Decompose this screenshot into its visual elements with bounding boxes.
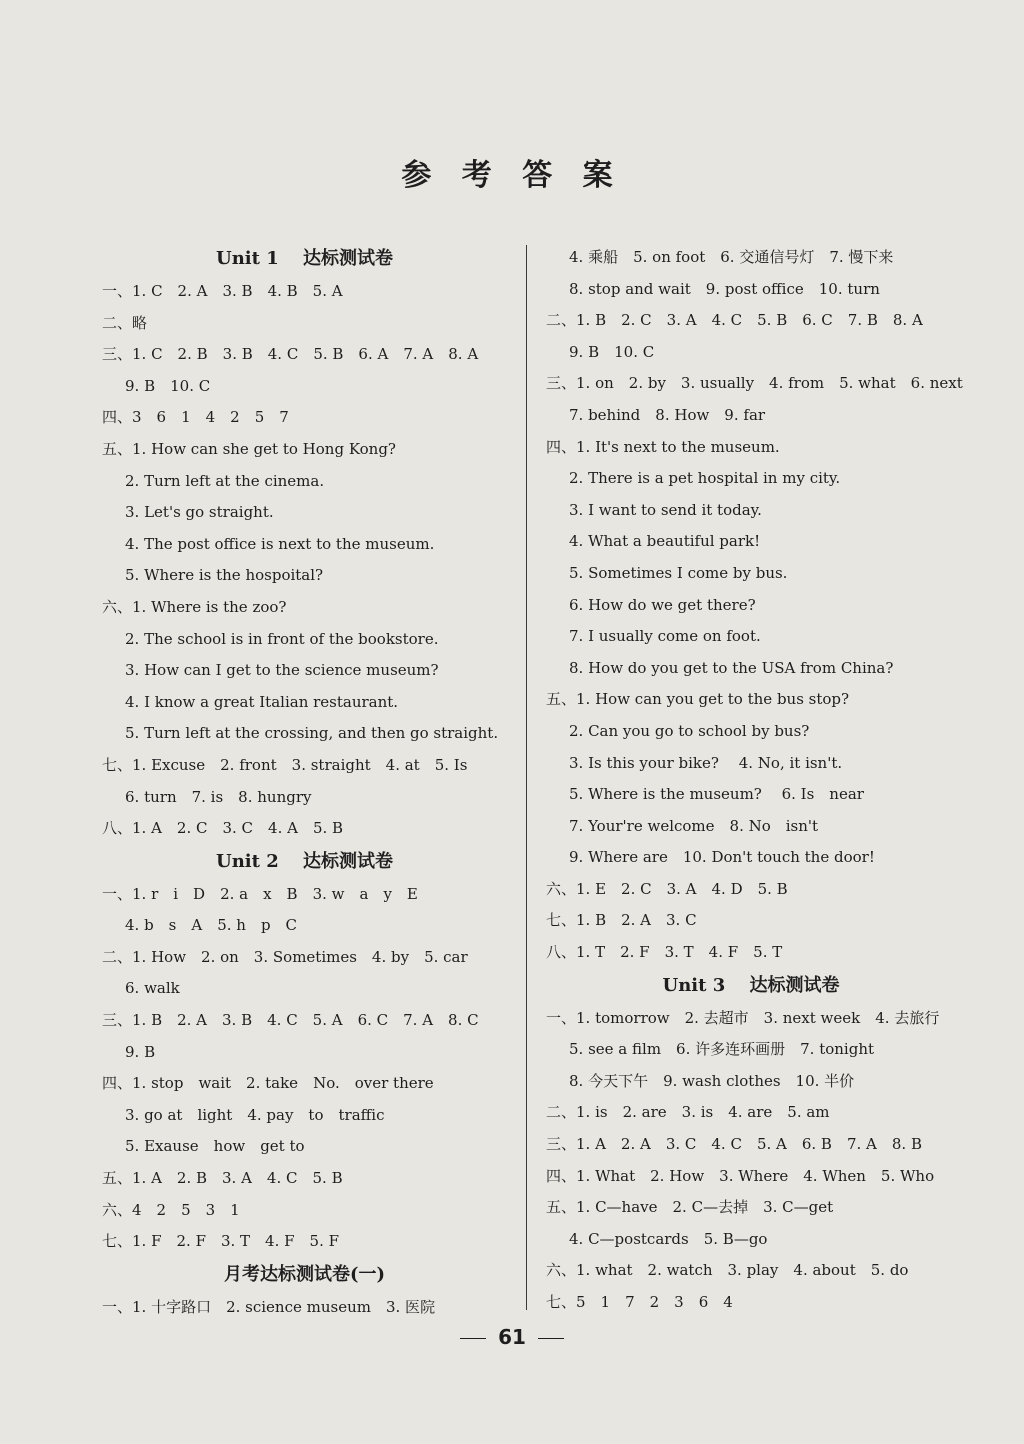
answer-line: 5. Turn left at the crossing, and then go straight.	[125, 724, 499, 743]
answer-line: 7. behind 8. How 9. far	[569, 405, 766, 424]
answer-column-right	[546, 242, 963, 1319]
answer-line: 3. Let's go straight.	[125, 503, 274, 522]
answer-line: 4. 乘船 5. on foot 6. 交通信号灯 7. 慢下来	[569, 248, 894, 266]
answer-line: 2. Turn left at the cinema.	[125, 471, 325, 490]
page-number: 61	[0, 1325, 1024, 1349]
answer-line: 3. How can I get to the science museum?	[125, 661, 439, 680]
answer-line: 3. Is this your bike? 4. No, it isn't.	[569, 753, 843, 772]
answer-line: 六、4 2 5 3 1	[102, 1200, 240, 1219]
answer-line: 一、1. C 2. A 3. B 4. B 5. A	[102, 282, 343, 300]
answer-line: 三、1. A 2. A 3. C 4. C 5. A 6. B 7. A 8. B	[546, 1135, 922, 1154]
answer-line: 四、3 6 1 4 2 5 7	[102, 408, 289, 427]
answer-line: 4. The post office is next to the museum.	[125, 534, 435, 553]
answer-line: 六、1. E 2. C 3. A 4. D 5. B	[546, 879, 788, 898]
answer-line: 8. How do you get to the USA from China?	[569, 658, 894, 677]
answer-line: 六、1. Where is the zoo?	[102, 597, 287, 616]
answer-line: 4. What a beautiful park!	[569, 532, 761, 551]
answer-line: 8. 今天下午 9. wash clothes 10. 半价	[569, 1071, 855, 1090]
answer-line: 7. I usually come on foot.	[569, 627, 761, 646]
answer-line: 三、1. C 2. B 3. B 4. C 5. B 6. A 7. A 8. A	[102, 345, 479, 364]
page-title: 参 考 答 案	[401, 158, 623, 193]
answer-line: 2. There is a pet hospital in my city.	[569, 469, 841, 488]
answer-line: 五、1. A 2. B 3. A 4. C 5. B	[102, 1169, 343, 1188]
answer-line: 七、5 1 7 2 3 6 4	[546, 1293, 733, 1311]
answer-line: 二、1. is 2. are 3. is 4. are 5. am	[546, 1103, 830, 1122]
answer-line: 9. B 10. C	[569, 342, 655, 361]
section-heading: Unit 2 达标测试卷	[216, 850, 393, 872]
answer-line: 3. go at light 4. pay to traffic	[125, 1105, 385, 1124]
answer-line: 四、1. stop wait 2. take No. over there	[102, 1074, 434, 1093]
answer-line: 8. stop and wait 9. post office 10. turn	[569, 279, 880, 298]
answer-line: 3. I want to send it today.	[569, 500, 762, 519]
section-heading: 月考达标测试卷(一)	[223, 1263, 386, 1285]
answer-line: 三、1. B 2. A 3. B 4. C 5. A 6. C 7. A 8. C	[102, 1011, 479, 1030]
answer-line: 5. see a film 6. 许多连环画册 7. tonight	[569, 1040, 875, 1059]
answer-line: 二、1. B 2. C 3. A 4. C 5. B 6. C 7. B 8. A	[546, 311, 923, 330]
answer-line: 一、1. tomorrow 2. 去超市 3. next week 4. 去旅行	[546, 1008, 940, 1027]
answer-line: 七、1. Excuse 2. front 3. straight 4. at 5. Is	[102, 755, 468, 774]
answer-line: 三、1. on 2. by 3. usually 4. from 5. what 6. next	[546, 374, 963, 393]
answer-line: 9. Where are 10. Don't touch the door!	[569, 848, 875, 867]
answer-line: 9. B	[125, 1042, 156, 1061]
answer-line: 四、1. What 2. How 3. Where 4. When 5. Who	[546, 1166, 935, 1185]
answer-line: 二、略	[102, 313, 148, 332]
answer-line: 4. I know a great Italian restaurant.	[125, 692, 399, 711]
answer-line: 7. Your're welcome 8. No isn't	[569, 816, 819, 835]
answer-line: 2. The school is in front of the bookstore.	[125, 629, 439, 648]
answer-line: 五、1. C—have 2. C—去掉 3. C—get	[546, 1198, 834, 1217]
section-heading: Unit 3 达标测试卷	[662, 974, 840, 996]
section-heading: Unit 1 达标测试卷	[216, 248, 393, 269]
answer-line: 6. How do we get there?	[569, 595, 756, 614]
answer-line: 五、1. How can you get to the bus stop?	[546, 690, 850, 709]
answer-line: 八、1. T 2. F 3. T 4. F 5. T	[546, 943, 783, 962]
answer-line: 四、1. It's next to the museum.	[546, 437, 780, 456]
answer-line: 9. B 10. C	[125, 376, 211, 395]
answer-line: 五、1. How can she get to Hong Kong?	[102, 439, 396, 458]
answer-line: 二、1. How 2. on 3. Sometimes 4. by 5. car	[102, 947, 468, 966]
column-divider	[526, 245, 527, 1310]
answer-line: 4. b s A 5. h p C	[125, 916, 298, 935]
answer-line: 6. walk	[125, 979, 180, 998]
answer-line: 八、1. A 2. C 3. C 4. A 5. B	[102, 819, 344, 838]
answer-line: 5. Exause how get to	[125, 1137, 305, 1156]
answer-line: 七、1. B 2. A 3. C	[546, 911, 697, 930]
answer-line: 5. Sometimes I come by bus.	[569, 563, 788, 582]
answer-line: 2. Can you go to school by bus?	[569, 721, 810, 740]
answer-line: 6. turn 7. is 8. hungry	[125, 787, 312, 806]
answer-line: 六、1. what 2. watch 3. play 4. about 5. do	[546, 1261, 909, 1280]
answer-column-left	[102, 242, 507, 1323]
answer-line: 4. C—postcards 5. B—go	[569, 1229, 768, 1248]
answer-line: 5. Where is the museum? 6. Is near	[569, 785, 864, 804]
answer-line: 一、1. r i D 2. a x B 3. w a y E	[102, 884, 418, 903]
answer-line: 七、1. F 2. F 3. T 4. F 5. F	[102, 1232, 340, 1251]
answer-line: 一、1. 十字路口 2. science museum 3. 医院	[102, 1297, 436, 1316]
answer-line: 5. Where is the hospoital?	[125, 566, 324, 585]
